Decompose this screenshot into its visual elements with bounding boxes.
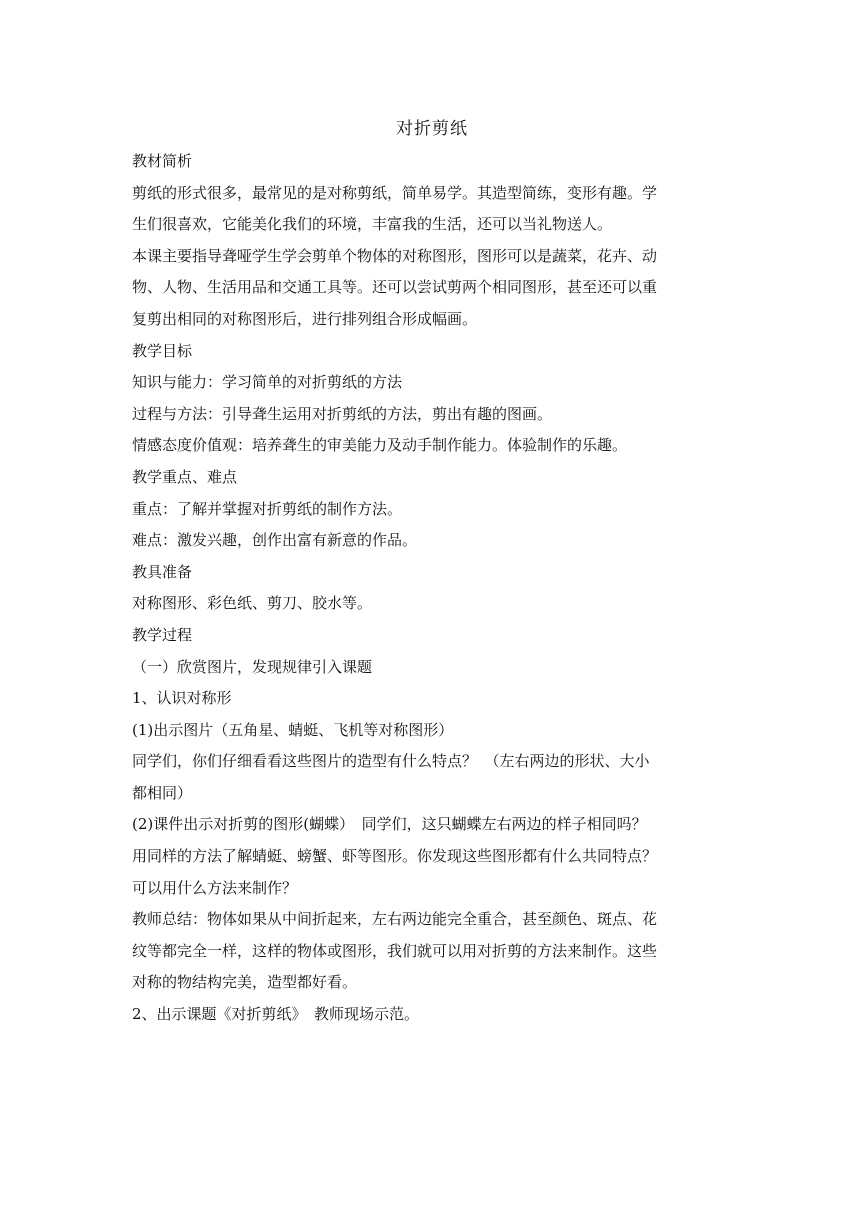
goal-process: 过程与方法：引导聋生运用对折剪纸的方法，剪出有趣的图画。 <box>132 404 553 423</box>
paragraph-line: 剪纸的形式很多，最常见的是对称剪纸，简单易学。其造型简练，变形有趣。学 <box>132 183 658 202</box>
paragraph-line: 纹等都完全一样，这样的物体或图形，我们就可以用对折剪的方法来制作。这些 <box>132 941 658 960</box>
heading-textbook-analysis: 教材简析 <box>132 152 193 170</box>
paragraph-line: 用同样的方法了解蜻蜓、螃蟹、虾等图形。你发现这些图形都有什么共同特点？ <box>132 847 658 866</box>
heading-teaching-goals: 教学目标 <box>132 341 193 360</box>
paragraph-line: 对称的物结构完美，造型都好看。 <box>132 973 358 992</box>
document-title: 对折剪纸 <box>396 119 468 139</box>
document-content <box>132 114 732 1031</box>
paragraph-line: 同学们，你们仔细看看这些图片的造型有什么特点？ （左右两边的形状、大小 <box>132 752 650 771</box>
goal-knowledge: 知识与能力：学习简单的对折剪纸的方法 <box>132 373 403 392</box>
paragraph-line: 物、人物、生活用品和交通工具等。还可以尝试剪两个相同图形，甚至还可以重 <box>132 278 658 297</box>
paragraph-line: 本课主要指导聋哑学生学会剪单个物体的对称图形，图形可以是蔬菜，花卉、动 <box>132 246 658 265</box>
paragraph-line: (2)课件出示对折剪的图形(蝴蝶） 同学们，这只蝴蝶左右两边的样子相同吗？ <box>132 815 647 834</box>
key-point: 重点：了解并掌握对折剪纸的制作方法。 <box>132 499 403 518</box>
materials-list: 对称图形、彩色纸、剪刀、胶水等。 <box>132 594 373 613</box>
heading-teaching-process: 教学过程 <box>132 625 193 644</box>
heading-materials: 教具准备 <box>132 562 193 581</box>
process-step: （一）欣赏图片，发现规律引入课题 <box>132 657 373 676</box>
difficult-point: 难点：激发兴趣，创作出富有新意的作品。 <box>132 531 418 550</box>
process-step: 1、认识对称形 <box>132 689 232 708</box>
process-step: 2、出示课题《对折剪纸》 教师现场示范。 <box>132 1005 420 1024</box>
heading-key-points: 教学重点、难点 <box>132 467 238 486</box>
paragraph-line: 教师总结：物体如果从中间折起来，左右两边能完全重合，甚至颜色、斑点、花 <box>132 910 658 929</box>
paragraph-line: (1)出示图片（五角星、蜻蜓、飞机等对称图形） <box>132 720 454 739</box>
paragraph-line: 可以用什么方法来制作？ <box>132 878 298 897</box>
paragraph-line: 都相同） <box>132 783 193 802</box>
goal-emotion: 情感态度价值观：培养聋生的审美能力及动手制作能力。体验制作的乐趣。 <box>132 436 628 455</box>
paragraph-line: 生们很喜欢，它能美化我们的环境，丰富我的生活，还可以当礼物送人。 <box>132 215 613 234</box>
paragraph-line: 复剪出相同的对称图形后，进行排列组合形成幅画。 <box>132 309 478 328</box>
